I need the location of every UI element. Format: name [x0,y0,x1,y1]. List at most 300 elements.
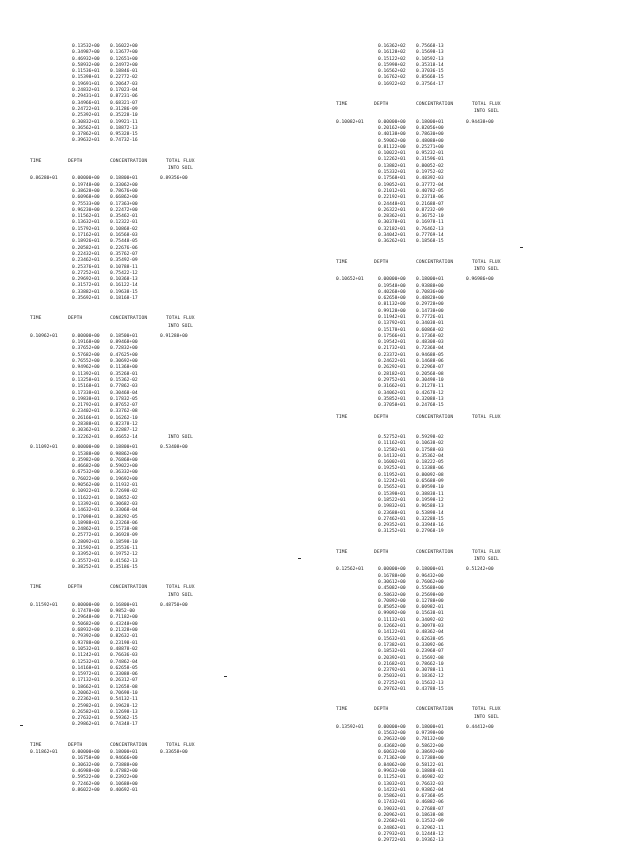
cell-conc: 0.74732-16 [110,138,138,144]
cell-depth: 0.84062+00 [378,762,406,768]
cell-depth: 0.28092+01 [72,539,100,545]
cell-conc: 0.80052-02 [416,163,444,169]
cell-depth: 0.22362+01 [72,697,100,703]
header-total-flux: TOTAL FLUX [472,707,501,713]
cell-depth: 0.29762+01 [378,686,406,692]
cell-depth: 0.17568+01 [378,176,406,182]
cell-conc: 0.18652-02 [110,495,138,501]
cell-conc: 0.33062+00 [110,182,138,188]
cell-conc: 0.18222-05 [416,460,444,466]
cell-conc: 0.76632-03 [416,781,444,787]
cell-conc: 0.18846-01 [110,69,138,75]
cell-depth: 0.16362+02 [378,44,406,49]
cell-conc: 0.32288-15 [416,516,444,522]
cell-depth: 0.25392+01 [72,113,100,119]
header-concentration: CONCENTRATION [416,549,454,555]
cell-conc: 0.87652-07 [110,403,138,409]
cell-depth: 0.34042+01 [378,233,406,239]
cell-time: 0.12562+01 [336,567,364,573]
cell-conc: 0.76462-13 [416,226,444,232]
header-total-flux: TOTAL FLUX [166,742,195,748]
cell-depth: 0.18988+01 [72,520,100,526]
scan-speck [298,558,301,559]
cell-conc: 0.17368-02 [416,333,444,339]
cell-conc: 0.18800+01 [110,445,138,451]
time-step-block [30,159,230,303]
cell-depth: 0.15792+01 [72,226,100,232]
cell-depth: 0.20062+01 [72,690,100,696]
header-depth: DEPTH [374,102,389,108]
cell-conc: 0.36332+00 [110,470,138,476]
cell-conc: 0.25271+00 [416,144,444,150]
cell-conc: 0.35362-04 [416,453,444,459]
cell-depth: 0.00000+00 [378,567,406,573]
cell-conc: 0.33068-04 [110,508,138,514]
cell-depth: 0.99092+00 [378,611,406,617]
cell-depth: 0.27252+01 [378,680,406,686]
cell-conc: 0.46982-02 [416,775,444,781]
cell-conc: 0.75668-13 [416,44,444,49]
cell-depth: 0.30632+00 [72,762,100,768]
table-row [30,565,230,571]
cell-conc: 0.16122-14 [110,283,138,289]
cell-conc: 0.48392-03 [416,176,444,182]
header-time: TIME [336,259,348,265]
header-time: TIME [30,316,42,322]
cell-depth: 0.00000+00 [378,724,406,730]
cell-depth: 0.81122+00 [378,144,406,150]
cell-depth: 0.29692+01 [72,277,100,283]
header-depth: DEPTH [374,415,389,421]
cell-conc: 0.74862-04 [110,659,138,665]
time-step-block [336,44,536,88]
cell-conc: 0.35268-01 [110,371,138,377]
cell-depth: 0.31592+01 [72,546,100,552]
cell-depth: 0.00000+00 [378,277,406,283]
cell-depth: 0.19542+01 [378,340,406,346]
printout-quadrant-top-left [30,44,230,455]
cell-conc: 0.22887-12 [110,428,138,434]
cell-conc: 0.31596-01 [416,157,444,163]
cell-conc: 0.59022+00 [110,464,138,470]
cell-conc: 0.67368-05 [416,794,444,800]
cell-conc: 0.17588-03 [416,447,444,453]
cell-depth: 0.20962+01 [378,813,406,819]
cell-conc: 0.15738-08 [110,527,138,533]
cell-conc: 0.77726-01 [416,314,444,320]
cell-depth: 0.85052+00 [378,605,406,611]
cell-flux: 0.89356+00 [160,176,188,182]
cell-conc: 0.87231-06 [110,94,138,100]
cell-depth: 0.15632+00 [378,731,406,737]
cell-depth: 0.29352+01 [378,523,406,529]
cell-depth: 0.19032+01 [378,806,406,812]
cell-depth: 0.25032+01 [378,674,406,680]
cell-time: 0.11592+01 [30,602,58,608]
header-concentration: CONCENTRATION [416,415,454,421]
cell-depth: 0.52752+01 [378,435,406,440]
header-total-flux: TOTAL FLUX [472,415,501,421]
header-concentration: CONCENTRATION [110,742,148,748]
cell-depth: 0.20162+00 [378,125,406,131]
cell-depth: 0.12662+01 [378,624,406,630]
cell-conc: 0.78132+00 [416,737,444,743]
cell-conc: 0.75448-05 [110,239,138,245]
cell-conc: 0.16262-10 [110,415,138,421]
cell-conc: 0.35492-09 [110,258,138,264]
cell-conc: 0.14738+00 [416,308,444,314]
cell-depth: 0.16758+00 [72,756,100,762]
cell-conc: 0.58622+00 [416,743,444,749]
time-step-block [30,435,230,571]
cell-depth: 0.00000+00 [72,176,100,182]
cell-depth: 0.13632+01 [72,220,100,226]
cell-conc: 0.93888+00 [416,283,444,289]
cell-conc: 0.33762-08 [110,409,138,415]
header-into-soil: INTO SOIL [474,557,499,563]
cell-depth: 0.24448+01 [378,201,406,207]
cell-conc: 0.23968-07 [416,649,444,655]
cell-conc: 0.15362-02 [110,377,138,383]
cell-conc: 0.20647-03 [110,81,138,87]
cell-conc: 0.82632-01 [110,634,138,640]
cell-conc: 0.60868-02 [416,327,444,333]
header-depth: DEPTH [374,707,389,713]
cell-conc: 0.18000+01 [416,119,444,125]
cell-depth: 0.20582+01 [72,245,100,251]
cell-depth: 0.29431+01 [72,94,100,100]
cell-depth: 0.32262+01 [72,434,100,440]
cell-depth: 0.30612+00 [378,579,406,585]
header-concentration: CONCENTRATION [110,585,148,591]
cell-depth: 0.00000+00 [72,445,100,451]
cell-conc: 0.47882+00 [110,768,138,774]
cell-conc: 0.95232-01 [416,151,444,157]
cell-depth: 0.93788+00 [72,640,100,646]
cell-depth: 0.12262+01 [378,157,406,163]
cell-conc: 0.38692+00 [416,750,444,756]
cell-conc: 0.19692+00 [110,476,138,482]
cell-depth: 0.72462+00 [72,781,100,787]
cell-conc: 0.26312-07 [110,678,138,684]
cell-conc: 0.19638-15 [110,289,138,295]
cell-conc: 0.76636-03 [110,653,138,659]
cell-flux: 0.48750+00 [160,602,188,608]
header-depth: DEPTH [374,259,389,265]
cell-depth: 0.19748+00 [72,182,100,188]
cell-depth: 0.35852+01 [378,396,406,402]
header-concentration: CONCENTRATION [416,102,454,108]
cell-conc: 0.80092-08 [416,472,444,478]
cell-depth: 0.15178+01 [378,327,406,333]
cell-depth: 0.10922+01 [72,489,100,495]
cell-depth: 0.40138+00 [378,132,406,138]
cell-flux: 0.51242+00 [466,567,494,573]
cell-conc: 0.18872-13 [110,125,138,131]
cell-conc: 0.43248+00 [110,621,138,627]
cell-depth: 0.29862+01 [72,722,100,728]
cell-conc: 0.41562-13 [110,558,138,564]
table-row [30,788,230,794]
cell-conc: 0.16800+01 [110,602,138,608]
cell-depth: 0.35692+01 [72,295,100,301]
cell-depth: 0.67532+00 [72,470,100,476]
header-into-soil: INTO SOIL [474,266,499,272]
header-total-flux: TOTAL FLUX [166,316,195,322]
cell-depth: 0.17132+01 [72,678,100,684]
cell-depth: 0.33952+01 [72,552,100,558]
cell-conc: 0.33092-06 [416,642,444,648]
cell-depth: 0.22682+01 [378,819,406,825]
cell-depth: 0.99632+00 [378,768,406,774]
cell-conc: 0.13532-09 [416,819,444,825]
cell-depth: 0.00000+00 [378,119,406,125]
header-total-flux: TOTAL FLUX [472,102,501,108]
cell-conc: 0.19598-12 [416,497,444,503]
cell-time [336,82,378,88]
cell-depth: 0.34987+00 [72,50,100,56]
cell-depth: 0.26322+01 [378,207,406,213]
cell-conc: 0.66862+00 [110,195,138,201]
cell-time: 0.86280+01 [30,176,58,182]
cell-conc: 0.33948-16 [416,523,444,529]
cell-depth: 0.00000+00 [72,333,100,339]
cell-conc: 0.68321-07 [110,100,138,106]
cell-conc: 0.43788-15 [416,686,444,692]
cell-conc: 0.21328+00 [110,628,138,634]
cell-depth: 0.90562+00 [72,483,100,489]
cell-depth: 0.17432+01 [378,800,406,806]
column-header [30,159,230,165]
cell-depth: 0.27932+01 [378,831,406,837]
cell-conc: 0.30788-11 [416,668,444,674]
cell-conc: 0.12658-08 [110,684,138,690]
cell-depth: 0.99128+00 [378,308,406,314]
cell-conc: 0.40782-05 [416,188,444,194]
cell-depth: 0.15998+02 [378,62,406,68]
cell-conc: 0.36752-10 [416,214,444,220]
cell-conc: 0.15692-08 [416,655,444,661]
cell-depth: 0.27632+01 [72,716,100,722]
time-step-block [30,585,230,729]
header-depth: DEPTH [68,158,83,164]
cell-depth: 0.81132+00 [378,302,406,308]
cell-flux [466,529,516,535]
header-time: TIME [30,158,42,164]
cell-depth: 0.37058+01 [378,403,406,409]
cell-conc: 0.72368-04 [416,346,444,352]
cell-flux [160,722,210,728]
header-into-soil: INTO SOIL [168,592,193,598]
cell-depth: 0.30362+01 [72,428,100,434]
header-time: TIME [336,415,348,421]
cell-time [30,788,72,794]
cell-conc: 0.74348-17 [110,722,138,728]
cell-depth: 0.23462+01 [72,258,100,264]
cell-flux [466,687,516,693]
cell-depth: 0.24622+01 [378,359,406,365]
cell-conc: 0.21278-11 [416,384,444,390]
time-step-block [336,260,536,422]
header-depth: DEPTH [68,316,83,322]
cell-conc: 0.78662-10 [416,661,444,667]
cell-conc: 0.35318-14 [416,62,444,68]
cell-conc: 0.78630+00 [416,132,444,138]
cell-depth: 0.21792+01 [72,403,100,409]
cell-conc: 0.82056+00 [416,125,444,131]
table-row [30,722,230,728]
cell-conc: 0.12448-12 [416,831,444,837]
cell-depth: 0.28388+01 [72,422,100,428]
cell-depth: 0.15122+02 [378,56,406,62]
cell-depth: 0.18522+01 [378,497,406,503]
cell-depth: 0.22192+01 [378,195,406,201]
cell-depth: 0.15652+01 [378,485,406,491]
cell-depth: 0.19548+00 [378,283,406,289]
cell-depth: 0.16788+00 [378,573,406,579]
time-step-block [336,707,536,844]
cell-conc: 0.18888-01 [416,768,444,774]
cell-conc: 0.27968-19 [416,529,444,535]
cell-depth: 0.15388+00 [72,451,100,457]
cell-conc: 0.53898-14 [416,510,444,516]
cell-depth: 0.24862+01 [72,527,100,533]
cell-depth: 0.19252+01 [378,466,406,472]
header-concentration: CONCENTRATION [110,158,148,164]
cell-time [336,838,378,844]
cell-depth: 0.23402+01 [72,409,100,415]
column-header-next [336,415,536,421]
column-header [336,102,536,108]
scan-speck [20,725,23,726]
cell-conc: 0.12698-13 [110,709,138,715]
cell-conc: 0.94688-05 [416,352,444,358]
cell-conc: 0.27688-07 [416,806,444,812]
cell-depth: 0.20392+01 [378,655,406,661]
header-total-flux: TOTAL FLUX [472,549,501,555]
cell-conc: 0.18362-12 [416,674,444,680]
cell-depth: 0.14132+01 [378,453,406,459]
cell-conc: 0.17832-05 [110,396,138,402]
header-time: TIME [30,742,42,748]
cell-flux: 0.33658+00 [160,750,188,756]
cell-depth: 0.59062+00 [378,138,406,144]
cell-depth: 0.58632+00 [378,592,406,598]
cell-depth: 0.68932+00 [72,628,100,634]
cell-depth: 0.15168+01 [72,384,100,390]
cell-depth: 0.35982+00 [72,457,100,463]
cell-conc: 0.16978-11 [416,220,444,226]
cell-conc: 0.75422-12 [110,270,138,276]
cell-depth: 0.11392+01 [72,371,100,377]
header-concentration: CONCENTRATION [416,707,454,713]
cell-conc: 0.19628-12 [110,703,138,709]
cell-depth: 0.22432+01 [72,251,100,257]
cell-conc: 0.10788-11 [110,264,138,270]
cell-conc: 0.18168-17 [110,295,138,301]
cell-time [336,239,378,245]
cell-depth: 0.23792+01 [378,668,406,674]
cell-depth: 0.16562+02 [378,69,406,75]
cell-conc: 0.89468+00 [110,340,138,346]
cell-depth: 0.37862+01 [72,132,100,138]
cell-time: 0.11092+01 [30,445,58,451]
cell-depth: 0.10532+01 [72,646,100,652]
cell-depth: 0.14168+01 [72,665,100,671]
cell-conc: 0.18800+01 [110,176,138,182]
cell-depth: 0.62658+00 [378,296,406,302]
cell-conc: 0.13677+00 [110,50,138,56]
table-row [336,838,536,844]
header-into-soil: INTO SOIL [474,109,499,115]
cell-conc: 0.15698-13 [416,50,444,56]
time-step-block [336,102,536,246]
cell-conc: 0.25698+00 [416,592,444,598]
cell-conc: 0.30692+00 [110,359,138,365]
cell-conc: 0.10868-02 [110,226,138,232]
cell-depth: 0.16002+01 [378,460,406,466]
cell-conc: 0.87232-09 [416,207,444,213]
cell-depth: 0.39632+01 [72,138,100,144]
table-row [336,529,536,535]
cell-conc: 0.62638-05 [416,636,444,642]
cell-conc: 0.59362-15 [110,716,138,722]
cell-conc: 0.34038-01 [416,321,444,327]
table-row [336,82,536,88]
cell-conc: 0.62658-05 [110,665,138,671]
cell-conc: 0.10688+00 [110,781,138,787]
cell-depth: 0.75533+00 [72,201,100,207]
cell-depth: 0.31662+01 [378,384,406,390]
cell-time [336,529,378,535]
cell-conc: 0.37036-15 [416,69,444,75]
header-time: TIME [336,549,348,555]
cell-depth: 0.29632+00 [378,737,406,743]
cell-flux [466,239,516,245]
printout-quadrant-top-right [336,44,536,436]
cell-depth: 0.60968+00 [72,195,100,201]
cell-conc: 0.23922+00 [110,775,138,781]
cell-depth: 0.19691+01 [72,81,100,87]
cell-conc: 0.97398+00 [416,731,444,737]
table-row [336,687,536,693]
cell-conc: 0.96588-13 [416,504,444,510]
header-into-soil: INTO SOIL [474,714,499,720]
cell-depth: 0.11622+01 [72,495,100,501]
table-row [30,296,230,302]
cell-depth: 0.46682+00 [72,464,100,470]
cell-depth: 0.16128+02 [378,50,406,56]
cell-depth: 0.11242+01 [72,653,100,659]
header-concentration: CONCENTRATION [110,316,148,322]
cell-conc: 0.29728+00 [416,302,444,308]
cell-conc: 0.82378-12 [110,422,138,428]
cell-depth: 0.11536+01 [72,69,100,75]
cell-depth: 0.13392+01 [72,501,100,507]
cell-time: 0.11862+01 [30,750,58,756]
cell-conc: 0.48878-02 [110,646,138,652]
cell-conc: 0.37772-04 [416,182,444,188]
cell-time: 0.10652+01 [336,277,364,283]
cell-conc: 0.30498-10 [416,377,444,383]
cell-conc: 0.96432+00 [416,573,444,579]
cell-conc: 0.35186-15 [110,564,138,570]
cell-depth: 0.34062+01 [378,390,406,396]
table-row [30,138,230,144]
column-header [30,585,230,591]
cell-conc: 0.77862-03 [110,384,138,390]
cell-depth: 0.38252+01 [72,564,100,570]
